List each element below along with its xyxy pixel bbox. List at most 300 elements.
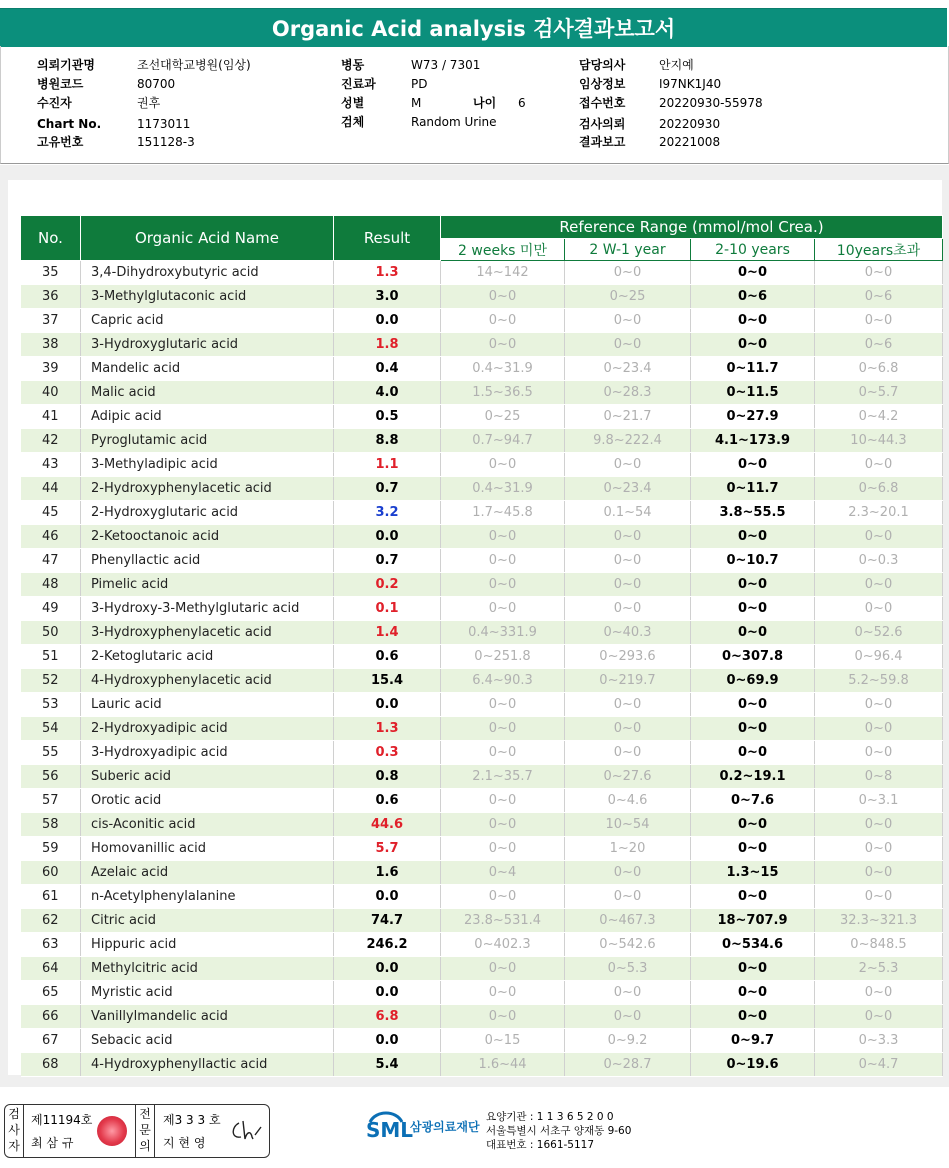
row-no: 39 [21, 357, 81, 381]
table-row [21, 261, 943, 285]
patient-info-panel [0, 46, 949, 164]
table-row [21, 741, 943, 765]
row-no: 46 [21, 525, 81, 549]
row-ref-2-10y: 0~11.7 [691, 357, 815, 381]
row-ref-under-2w: 0~0 [441, 597, 565, 621]
row-ref-under-2w: 1.5~36.5 [441, 381, 565, 405]
row-ref-under-2w: 0~402.3 [441, 933, 565, 957]
care-number: 요양기관 : 1 1 3 6 5 2 0 0 [486, 1111, 614, 1123]
row-ref-over-10y: 0~0 [815, 1005, 943, 1029]
row-acid-name: 3-Hydroxyadipic acid [81, 741, 334, 765]
row-ref-over-10y: 0~0 [815, 573, 943, 597]
row-ref-under-2w: 6.4~90.3 [441, 669, 565, 693]
row-result: 3.2 [334, 501, 441, 525]
row-acid-name: Adipic acid [81, 405, 334, 429]
row-result: 1.1 [334, 453, 441, 477]
row-result: 1.3 [334, 261, 441, 285]
row-no: 42 [21, 429, 81, 453]
row-ref-over-10y: 0~0 [815, 597, 943, 621]
row-no: 49 [21, 597, 81, 621]
row-acid-name: Mandelic acid [81, 357, 334, 381]
dept-value: PD [411, 77, 428, 91]
row-ref-over-10y: 0~0 [815, 525, 943, 549]
doctor-name: 지 현 영 [163, 1136, 206, 1150]
row-ref-2w-1y: 0~0 [565, 693, 691, 717]
row-ref-under-2w: 0~0 [441, 573, 565, 597]
row-ref-2-10y: 0~0 [691, 261, 815, 285]
hospcode-value: 80700 [137, 77, 176, 91]
row-result: 0.2 [334, 573, 441, 597]
row-ref-over-10y: 5.2~59.8 [815, 669, 943, 693]
row-acid-name: 3-Hydroxyglutaric acid [81, 333, 334, 357]
row-ref-2-10y: 0~6 [691, 285, 815, 309]
row-ref-under-2w: 0~0 [441, 885, 565, 909]
row-ref-over-10y: 0~0 [815, 717, 943, 741]
row-ref-over-10y: 0~0 [815, 261, 943, 285]
table-row [21, 1053, 943, 1077]
row-ref-2w-1y: 0~0 [565, 597, 691, 621]
row-no: 65 [21, 981, 81, 1005]
row-ref-over-10y: 0~3.1 [815, 789, 943, 813]
row-ref-over-10y: 32.3~321.3 [815, 909, 943, 933]
row-ref-2-10y: 0~7.6 [691, 789, 815, 813]
row-acid-name: Hippuric acid [81, 933, 334, 957]
row-ref-under-2w: 0~0 [441, 285, 565, 309]
row-ref-under-2w: 2.1~35.7 [441, 765, 565, 789]
sml-logo-text: SML [366, 1118, 414, 1142]
row-ref-under-2w: 0~25 [441, 405, 565, 429]
row-no: 66 [21, 1005, 81, 1029]
table-row [21, 909, 943, 933]
row-ref-2w-1y: 0~542.6 [565, 933, 691, 957]
row-result: 0.1 [334, 597, 441, 621]
col-name-header: Organic Acid Name [81, 216, 334, 261]
table-row [21, 501, 943, 525]
row-result: 0.0 [334, 525, 441, 549]
row-ref-over-10y: 0~0 [815, 981, 943, 1005]
row-ref-under-2w: 0~0 [441, 981, 565, 1005]
report-title: Organic Acid analysis 검사결과보고서 [0, 8, 947, 47]
row-ref-2-10y: 0~0 [691, 837, 815, 861]
row-ref-under-2w: 0~0 [441, 309, 565, 333]
hospcode-label: 병원코드 [37, 77, 84, 91]
row-no: 61 [21, 885, 81, 909]
receipt-label: 접수번호 [579, 96, 626, 110]
row-ref-2w-1y: 0~0 [565, 525, 691, 549]
row-ref-2w-1y: 9.8~222.4 [565, 429, 691, 453]
age-label: 나이 [473, 96, 497, 110]
row-ref-2w-1y: 0~0 [565, 453, 691, 477]
col-result-header: Result [334, 216, 441, 261]
row-result: 0.7 [334, 549, 441, 573]
row-ref-2w-1y: 0~0 [565, 1005, 691, 1029]
row-ref-2w-1y: 0~4.6 [565, 789, 691, 813]
table-row [21, 813, 943, 837]
row-no: 37 [21, 309, 81, 333]
row-no: 53 [21, 693, 81, 717]
row-result: 5.4 [334, 1053, 441, 1077]
row-ref-over-10y: 2.3~20.1 [815, 501, 943, 525]
row-ref-under-2w: 23.8~531.4 [441, 909, 565, 933]
row-result: 0.5 [334, 405, 441, 429]
row-ref-2w-1y: 0~9.2 [565, 1029, 691, 1053]
patient-value: 권후 [137, 96, 161, 110]
table-row [21, 957, 943, 981]
row-ref-2-10y: 0~0 [691, 1005, 815, 1029]
row-ref-2-10y: 0~0 [691, 981, 815, 1005]
row-acid-name: n-Acetylphenylalanine [81, 885, 334, 909]
row-ref-2w-1y: 0~23.4 [565, 357, 691, 381]
row-ref-under-2w: 0~0 [441, 1005, 565, 1029]
row-ref-2w-1y: 0~40.3 [565, 621, 691, 645]
row-ref-over-10y: 0~4.7 [815, 1053, 943, 1077]
row-ref-2-10y: 0~9.7 [691, 1029, 815, 1053]
row-acid-name: 4-Hydroxyphenylacetic acid [81, 669, 334, 693]
row-no: 67 [21, 1029, 81, 1053]
row-result: 0.3 [334, 741, 441, 765]
sex-value: M [411, 96, 422, 110]
row-acid-name: Pyroglutamic acid [81, 429, 334, 453]
row-no: 68 [21, 1053, 81, 1077]
chart-value: 1173011 [137, 117, 191, 131]
row-ref-over-10y: 0~6 [815, 333, 943, 357]
row-ref-over-10y: 2~5.3 [815, 957, 943, 981]
row-result: 1.3 [334, 717, 441, 741]
row-ref-2-10y: 0~0 [691, 693, 815, 717]
row-ref-2-10y: 0~19.6 [691, 1053, 815, 1077]
table-row [21, 693, 943, 717]
request-label: 검사의뢰 [579, 117, 626, 131]
row-no: 51 [21, 645, 81, 669]
row-result: 1.8 [334, 333, 441, 357]
row-ref-2w-1y: 0~0 [565, 333, 691, 357]
table-row [21, 573, 943, 597]
row-result: 4.0 [334, 381, 441, 405]
row-acid-name: Lauric acid [81, 693, 334, 717]
row-ref-2-10y: 0~307.8 [691, 645, 815, 669]
table-row [21, 357, 943, 381]
row-ref-under-2w: 0~251.8 [441, 645, 565, 669]
tester-name: 최 삼 규 [31, 1136, 74, 1150]
row-result: 0.6 [334, 789, 441, 813]
age-value: 6 [518, 96, 526, 110]
row-acid-name: 3-Methylglutaconic acid [81, 285, 334, 309]
row-ref-2-10y: 3.8~55.5 [691, 501, 815, 525]
row-ref-2-10y: 0~0 [691, 333, 815, 357]
row-result: 0.0 [334, 309, 441, 333]
org-name: 삼광의료재단 [410, 1120, 480, 1134]
row-acid-name: Sebacic acid [81, 1029, 334, 1053]
row-result: 0.4 [334, 357, 441, 381]
row-ref-2-10y: 0~0 [691, 525, 815, 549]
doctor-signature-icon [227, 1117, 263, 1145]
row-result: 0.0 [334, 957, 441, 981]
table-row [21, 981, 943, 1005]
col-ref-header: Reference Range (mmol/mol Crea.) [441, 216, 943, 239]
row-acid-name: cis-Aconitic acid [81, 813, 334, 837]
row-ref-2-10y: 0~0 [691, 621, 815, 645]
row-ref-2w-1y: 0~0 [565, 309, 691, 333]
row-ref-2-10y: 0~0 [691, 717, 815, 741]
row-ref-over-10y: 0~6.8 [815, 357, 943, 381]
row-result: 0.6 [334, 645, 441, 669]
specimen-value: Random Urine [411, 115, 497, 129]
row-ref-over-10y: 0~0 [815, 813, 943, 837]
table-row [21, 429, 943, 453]
hospital-value: 조선대학교병원(임상) [137, 58, 251, 72]
table-row [21, 597, 943, 621]
tester-seal-icon [97, 1116, 127, 1146]
row-acid-name: 3-Hydroxyphenylacetic acid [81, 621, 334, 645]
row-acid-name: 2-Hydroxyglutaric acid [81, 501, 334, 525]
row-ref-under-2w: 0~15 [441, 1029, 565, 1053]
row-no: 35 [21, 261, 81, 285]
request-value: 20220930 [659, 117, 721, 131]
row-ref-under-2w: 0~0 [441, 525, 565, 549]
row-ref-under-2w: 0.7~94.7 [441, 429, 565, 453]
row-ref-2w-1y: 1~20 [565, 837, 691, 861]
row-acid-name: 3-Hydroxy-3-Methylglutaric acid [81, 597, 334, 621]
row-ref-2w-1y: 0~0 [565, 717, 691, 741]
row-ref-2-10y: 0~0 [691, 885, 815, 909]
row-acid-name: 2-Ketooctanoic acid [81, 525, 334, 549]
tester-no: 제11194호 [31, 1113, 93, 1127]
doctor-label: 담당의사 [579, 58, 626, 72]
row-acid-name: Azelaic acid [81, 861, 334, 885]
row-ref-2w-1y: 0~0 [565, 861, 691, 885]
row-ref-2w-1y: 0.1~54 [565, 501, 691, 525]
doctor-sign-label: 전문의 [135, 1105, 155, 1157]
row-result: 44.6 [334, 813, 441, 837]
row-ref-2w-1y: 0~293.6 [565, 645, 691, 669]
address: 서울특별시 서초구 양재동 9-60 [486, 1125, 632, 1137]
row-result: 8.8 [334, 429, 441, 453]
row-acid-name: Myristic acid [81, 981, 334, 1005]
row-acid-name: Suberic acid [81, 765, 334, 789]
row-ref-2-10y: 18~707.9 [691, 909, 815, 933]
sub-col-2-10y: 2-10 years [691, 239, 815, 261]
row-ref-2w-1y: 0~21.7 [565, 405, 691, 429]
row-no: 47 [21, 549, 81, 573]
row-ref-2-10y: 0~0 [691, 957, 815, 981]
row-ref-under-2w: 0~0 [441, 693, 565, 717]
row-ref-over-10y: 0~848.5 [815, 933, 943, 957]
row-acid-name: 4-Hydroxyphenyllactic acid [81, 1053, 334, 1077]
row-ref-over-10y: 0~52.6 [815, 621, 943, 645]
row-no: 55 [21, 741, 81, 765]
phone: 대표번호 : 1661-5117 [486, 1139, 595, 1151]
table-row [21, 381, 943, 405]
row-ref-2w-1y: 0~467.3 [565, 909, 691, 933]
results-table [20, 215, 943, 1077]
hospital-label: 의뢰기관명 [37, 58, 95, 72]
row-result: 0.0 [334, 693, 441, 717]
row-acid-name: Capric acid [81, 309, 334, 333]
table-row [21, 885, 943, 909]
specimen-label: 검체 [341, 115, 365, 129]
signature-box [4, 1104, 270, 1158]
row-ref-2w-1y: 0~0 [565, 573, 691, 597]
row-ref-2w-1y: 0~0 [565, 981, 691, 1005]
table-row [21, 933, 943, 957]
row-acid-name: Vanillylmandelic acid [81, 1005, 334, 1029]
table-row [21, 765, 943, 789]
row-ref-2-10y: 0~534.6 [691, 933, 815, 957]
row-no: 52 [21, 669, 81, 693]
clinical-value: I97NK1J40 [659, 77, 722, 91]
row-ref-2w-1y: 0~23.4 [565, 477, 691, 501]
row-ref-over-10y: 0~0 [815, 453, 943, 477]
doctor-value: 안지예 [659, 58, 694, 72]
row-ref-under-2w: 0~0 [441, 813, 565, 837]
ward-value: W73 / 7301 [411, 58, 481, 72]
row-ref-over-10y: 0~0 [815, 837, 943, 861]
row-acid-name: Homovanillic acid [81, 837, 334, 861]
row-no: 59 [21, 837, 81, 861]
row-result: 74.7 [334, 909, 441, 933]
row-no: 36 [21, 285, 81, 309]
row-ref-under-2w: 0~0 [441, 453, 565, 477]
row-acid-name: 3,4-Dihydroxybutyric acid [81, 261, 334, 285]
row-result: 0.0 [334, 1029, 441, 1053]
row-ref-under-2w: 1.7~45.8 [441, 501, 565, 525]
row-ref-under-2w: 0~0 [441, 717, 565, 741]
sub-col-2w-1y: 2 W-1 year [565, 239, 691, 261]
row-ref-under-2w: 0~0 [441, 957, 565, 981]
row-ref-2w-1y: 0~28.3 [565, 381, 691, 405]
row-ref-2-10y: 0~0 [691, 453, 815, 477]
row-ref-2w-1y: 0~0 [565, 549, 691, 573]
row-ref-under-2w: 0.4~331.9 [441, 621, 565, 645]
table-row [21, 525, 943, 549]
table-row [21, 837, 943, 861]
row-ref-over-10y: 10~44.3 [815, 429, 943, 453]
table-row [21, 621, 943, 645]
row-ref-2w-1y: 0~0 [565, 261, 691, 285]
row-ref-2w-1y: 0~27.6 [565, 765, 691, 789]
table-row [21, 453, 943, 477]
row-ref-over-10y: 0~6 [815, 285, 943, 309]
row-ref-under-2w: 0~0 [441, 333, 565, 357]
row-no: 48 [21, 573, 81, 597]
row-result: 5.7 [334, 837, 441, 861]
row-ref-2w-1y: 0~0 [565, 741, 691, 765]
report-footer [0, 1092, 949, 1168]
row-no: 63 [21, 933, 81, 957]
row-no: 56 [21, 765, 81, 789]
row-ref-over-10y: 0~8 [815, 765, 943, 789]
row-result: 15.4 [334, 669, 441, 693]
table-row [21, 549, 943, 573]
row-ref-2-10y: 0~0 [691, 573, 815, 597]
row-ref-2-10y: 0~0 [691, 597, 815, 621]
row-no: 40 [21, 381, 81, 405]
row-acid-name: Phenyllactic acid [81, 549, 334, 573]
row-ref-over-10y: 0~5.7 [815, 381, 943, 405]
row-no: 44 [21, 477, 81, 501]
sub-col-under-2w: 2 weeks 미만 [441, 239, 565, 261]
row-ref-2-10y: 0~0 [691, 309, 815, 333]
table-row [21, 1005, 943, 1029]
org-address-block [486, 1110, 631, 1152]
row-no: 38 [21, 333, 81, 357]
row-acid-name: Pimelic acid [81, 573, 334, 597]
row-ref-2-10y: 0~69.9 [691, 669, 815, 693]
row-ref-2-10y: 0~10.7 [691, 549, 815, 573]
row-result: 0.0 [334, 981, 441, 1005]
table-row [21, 669, 943, 693]
row-ref-2-10y: 0~0 [691, 741, 815, 765]
row-acid-name: Citric acid [81, 909, 334, 933]
table-row [21, 789, 943, 813]
table-row [21, 717, 943, 741]
row-no: 64 [21, 957, 81, 981]
row-acid-name: Orotic acid [81, 789, 334, 813]
row-result: 1.6 [334, 861, 441, 885]
row-ref-under-2w: 0~0 [441, 789, 565, 813]
sub-col-over-10y: 10years초과 [815, 239, 943, 261]
dept-label: 진료과 [341, 77, 376, 91]
row-ref-over-10y: 0~0 [815, 309, 943, 333]
unique-label: 고유번호 [37, 135, 84, 149]
row-ref-under-2w: 0~0 [441, 549, 565, 573]
table-row [21, 645, 943, 669]
patient-label: 수진자 [37, 96, 72, 110]
row-acid-name: 2-Hydroxyadipic acid [81, 717, 334, 741]
row-ref-over-10y: 0~6.8 [815, 477, 943, 501]
tester-label: 검사자 [5, 1105, 24, 1157]
row-ref-over-10y: 0~0 [815, 885, 943, 909]
row-ref-under-2w: 0.4~31.9 [441, 357, 565, 381]
row-ref-2w-1y: 0~0 [565, 885, 691, 909]
table-row [21, 1029, 943, 1053]
ward-label: 병동 [341, 58, 365, 72]
receipt-value: 20220930-55978 [659, 96, 763, 110]
row-ref-under-2w: 14~142 [441, 261, 565, 285]
row-ref-under-2w: 1.6~44 [441, 1053, 565, 1077]
row-ref-over-10y: 0~0 [815, 861, 943, 885]
row-result: 0.0 [334, 885, 441, 909]
row-acid-name: Methylcitric acid [81, 957, 334, 981]
row-no: 62 [21, 909, 81, 933]
row-ref-2w-1y: 0~28.7 [565, 1053, 691, 1077]
row-no: 45 [21, 501, 81, 525]
row-ref-2-10y: 4.1~173.9 [691, 429, 815, 453]
row-result: 0.7 [334, 477, 441, 501]
sex-label: 성별 [341, 96, 365, 110]
row-ref-under-2w: 0~0 [441, 837, 565, 861]
row-no: 41 [21, 405, 81, 429]
row-ref-2-10y: 0~11.5 [691, 381, 815, 405]
row-ref-over-10y: 0~4.2 [815, 405, 943, 429]
table-row [21, 477, 943, 501]
result-label: 결과보고 [579, 135, 626, 149]
row-ref-under-2w: 0~4 [441, 861, 565, 885]
row-ref-2w-1y: 0~5.3 [565, 957, 691, 981]
row-no: 43 [21, 453, 81, 477]
table-row [21, 285, 943, 309]
row-no: 60 [21, 861, 81, 885]
row-ref-2-10y: 0~0 [691, 813, 815, 837]
row-ref-over-10y: 0~0 [815, 693, 943, 717]
row-result: 3.0 [334, 285, 441, 309]
row-acid-name: 3-Methyladipic acid [81, 453, 334, 477]
row-ref-2-10y: 0.2~19.1 [691, 765, 815, 789]
table-row [21, 405, 943, 429]
row-ref-2w-1y: 0~219.7 [565, 669, 691, 693]
row-result: 246.2 [334, 933, 441, 957]
row-no: 50 [21, 621, 81, 645]
